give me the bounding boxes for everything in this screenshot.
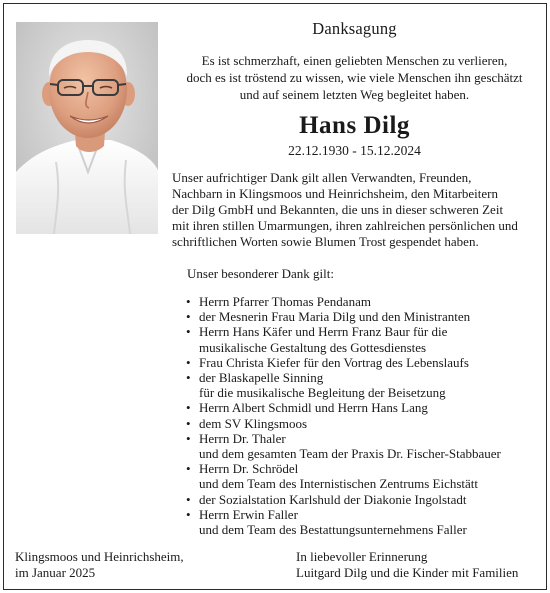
bullet-icon: • <box>186 370 191 386</box>
bullet-icon: • <box>186 294 191 309</box>
thanks-line: mit ihren stillen Umarmungen, ihren zahlreichen persönlichen und <box>172 218 518 233</box>
list-item-text: und dem Team des Bestattungsunternehmens Faller <box>199 522 467 538</box>
page-title: Danksagung <box>312 19 397 38</box>
portrait-photo <box>16 22 158 234</box>
list-item-text: der Blaskapelle Sinning <box>199 370 324 386</box>
place-line: Klingsmoos und Heinrichsheim, <box>15 549 184 564</box>
list-item-text: musikalische Gestaltung des Gottesdienstes <box>199 339 427 355</box>
bullet-icon: • <box>186 415 191 431</box>
signature-block <box>296 549 518 581</box>
thanks-paragraph <box>172 170 538 250</box>
thanks-line: der Dilg GmbH und Bekannten, die uns in dieser schweren Zeit <box>172 202 504 217</box>
bullet-icon: • <box>186 430 191 446</box>
list-item-text: Frau Christa Kiefer für den Vortrag des Lebenslaufs <box>199 354 469 370</box>
date-line: im Januar 2025 <box>15 565 96 580</box>
intro-line: und auf seinem letzten Weg begleitet haben. <box>239 87 470 102</box>
list-item <box>186 294 536 309</box>
bullet-icon: • <box>186 461 191 477</box>
deceased-name: Hans Dilg <box>299 112 410 139</box>
list-item <box>186 324 536 354</box>
thanks-line: Unser aufrichtiger Dank gilt allen Verwandten, Freunden, <box>172 170 472 185</box>
list-item-text: Herrn Albert Schmidl und Herrn Hans Lang <box>199 400 428 416</box>
bullet-icon: • <box>186 324 191 340</box>
list-item-text: und dem Team des Internistischen Zentrums Eichstätt <box>199 476 479 492</box>
bullet-icon: • <box>186 506 191 522</box>
list-item <box>186 400 536 415</box>
list-item-text: Herrn Erwin Faller <box>199 506 298 522</box>
list-item <box>186 355 536 370</box>
list-item <box>186 309 536 324</box>
remembrance-line: In liebevoller Erinnerung <box>296 549 428 564</box>
intro-line: Es ist schmerzhaft, einen geliebten Menschen zu verlieren, <box>201 53 508 68</box>
list-item-text: Herrn Pfarrer Thomas Pendanam <box>199 294 371 309</box>
thanks-line: Nachbarn in Klingsmoos und Heinrichsheim, den Mitarbeitern <box>172 186 499 201</box>
list-item <box>186 507 536 537</box>
thanks-line: schriftlichen Worten sowie Blumen Trost gespendet haben. <box>172 234 479 249</box>
list-item <box>186 492 536 507</box>
family-line: Luitgard Dilg und die Kinder mit Familien <box>296 565 519 580</box>
place-date <box>15 549 184 581</box>
list-item-text: Herrn Hans Käfer und Herrn Franz Baur für die <box>199 324 448 340</box>
list-item <box>186 370 536 400</box>
list-item-text: und dem gesamten Team der Praxis Dr. Fischer-Stabbauer <box>199 446 501 462</box>
special-thanks-heading: Unser besonderer Dank gilt: <box>187 266 334 281</box>
list-item-text: Herrn Dr. Schrödel <box>199 461 299 477</box>
intro-line: doch es ist tröstend zu wissen, wie viele Menschen ihn geschätzt <box>186 70 523 85</box>
list-item-text: der Mesnerin Frau Maria Dilg und den Ministranten <box>199 309 471 325</box>
bullet-icon: • <box>186 309 191 325</box>
bullet-icon: • <box>186 491 191 507</box>
list-item-text: für die musikalische Begleitung der Beisetzung <box>199 385 446 401</box>
special-thanks-list <box>186 294 536 537</box>
list-item-text: dem SV Klingsmoos <box>199 415 308 431</box>
intro-text <box>172 52 537 103</box>
bullet-icon: • <box>186 354 191 370</box>
list-item <box>186 431 536 461</box>
list-item-text: Herrn Dr. Thaler <box>199 430 286 446</box>
list-item-text: der Sozialstation Karlshuld der Diakonie Ingolstadt <box>199 491 467 507</box>
life-dates: 22.12.1930 - 15.12.2024 <box>288 143 421 158</box>
bullet-icon: • <box>186 400 191 416</box>
list-item <box>186 461 536 491</box>
list-item <box>186 416 536 431</box>
portrait-illustration <box>16 22 158 234</box>
